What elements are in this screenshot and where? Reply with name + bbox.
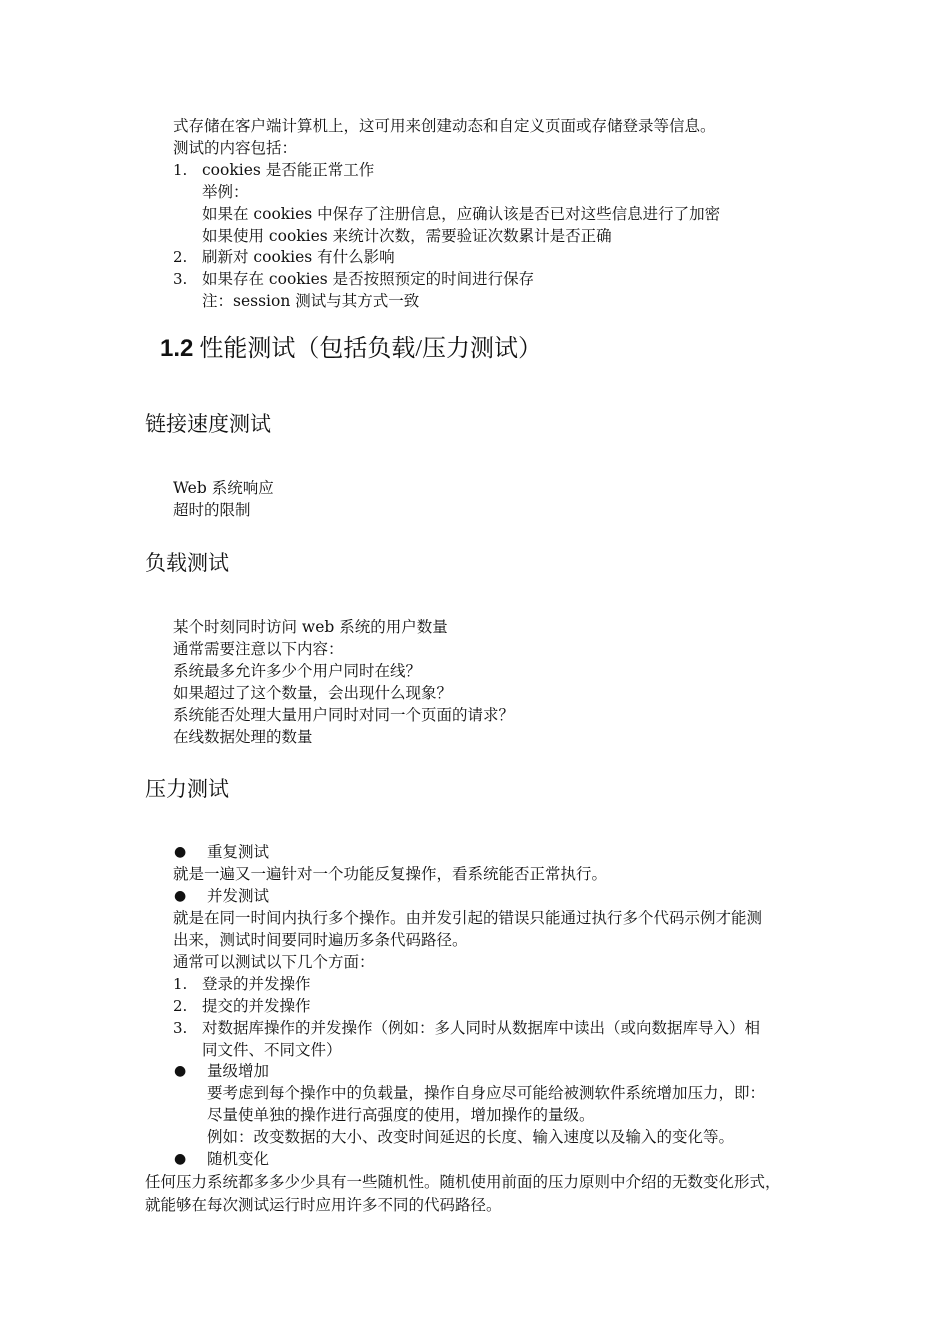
- concurrent-item-db-line-1: 对数据库操作的并发操作（例如：多人同时从数据库中读出（或向数据库导入）相: [202, 1019, 761, 1037]
- section-title: 性能测试（包括负载/压力测试）: [199, 336, 543, 362]
- load-test-line: 在线数据处理的数量: [173, 728, 313, 746]
- bullet-icon: ●: [174, 844, 187, 860]
- bullet-icon: ●: [174, 1063, 187, 1079]
- list-number: 3.: [173, 1019, 188, 1037]
- list-number: 1.: [173, 975, 188, 993]
- section-heading: [160, 333, 542, 365]
- concurrent-intro: 通常可以测试以下几个方面：: [173, 953, 375, 971]
- load-test-line: 通常需要注意以下内容：: [173, 640, 344, 658]
- intro-line-2: 测试的内容包括：: [173, 139, 298, 157]
- concurrent-item-submit: 提交的并发操作: [202, 997, 311, 1015]
- load-test-line: 系统能否处理大量用户同时对同一个页面的请求？: [173, 706, 515, 724]
- random-title: 随机变化: [207, 1150, 270, 1168]
- session-note: 注：session 测试与其方式一致: [202, 292, 420, 310]
- magnitude-line-3: 例如：改变数据的大小、改变时间延迟的长度、输入速度以及输入的变化等。: [207, 1128, 735, 1146]
- concurrent-desc-2: 出来，测试时间要同时遍历多条代码路径。: [173, 931, 468, 949]
- concurrent-test-title: 并发测试: [207, 887, 270, 905]
- concurrent-desc-1: 就是在同一时间内执行多个操作。由并发引起的错误只能通过执行多个代码示例才能测: [173, 909, 763, 927]
- random-line-2: 就能够在每次测试运行时应用许多不同的代码路径。: [145, 1196, 502, 1214]
- random-line-1: 任何压力系统都多多少少具有一些随机性。随机使用前面的压力原则中介绍的无数变化形式，: [145, 1173, 781, 1191]
- list-number: 3.: [173, 270, 188, 288]
- example-line-1: 如果在 cookies 中保存了注册信息，应确认该是否已对这些信息进行了加密: [202, 205, 721, 223]
- bullet-icon: ●: [174, 888, 187, 904]
- intro-line-1: 式存储在客户端计算机上，这可用来创建动态和自定义页面或存储登录等信息。: [173, 117, 716, 135]
- bullet-icon: ●: [174, 1151, 187, 1167]
- load-test-heading: 负载测试: [145, 551, 229, 575]
- repeat-test-desc: 就是一遍又一遍针对一个功能反复操作，看系统能否正常执行。: [173, 865, 608, 883]
- link-speed-heading: 链接速度测试: [145, 412, 271, 436]
- list-item-cookies-working: cookies 是否能正常工作: [202, 161, 375, 179]
- load-test-line: 某个时刻同时访问 web 系统的用户数量: [173, 618, 448, 636]
- link-speed-line-2: 超时的限制: [173, 501, 251, 519]
- repeat-test-title: 重复测试: [207, 843, 270, 861]
- concurrent-item-login: 登录的并发操作: [202, 975, 311, 993]
- list-item-save-time: 如果存在 cookies 是否按照预定的时间进行保存: [202, 270, 535, 288]
- concurrent-item-db-line-2: 同文件、不同文件）: [202, 1041, 342, 1059]
- load-test-line: 如果超过了这个数量，会出现什么现象？: [173, 684, 453, 702]
- magnitude-line-2: 尽量使单独的操作进行高强度的使用，增加操作的量级。: [207, 1106, 595, 1124]
- list-number: 1.: [173, 161, 188, 179]
- list-item-refresh: 刷新对 cookies 有什么影响: [202, 248, 395, 266]
- magnitude-title: 量级增加: [207, 1062, 270, 1080]
- stress-test-heading: 压力测试: [145, 777, 229, 801]
- example-label: 举例：: [202, 183, 249, 201]
- list-number: 2.: [173, 248, 188, 266]
- example-line-2: 如果使用 cookies 来统计次数，需要验证次数累计是否正确: [202, 227, 612, 245]
- magnitude-line-1: 要考虑到每个操作中的负载量，操作自身应尽可能给被测软件系统增加压力，即：: [207, 1084, 766, 1102]
- link-speed-line-1: Web 系统响应: [173, 479, 274, 497]
- list-number: 2.: [173, 997, 188, 1015]
- section-number: 1.2: [160, 335, 194, 362]
- load-test-line: 系统最多允许多少个用户同时在线？: [173, 662, 422, 680]
